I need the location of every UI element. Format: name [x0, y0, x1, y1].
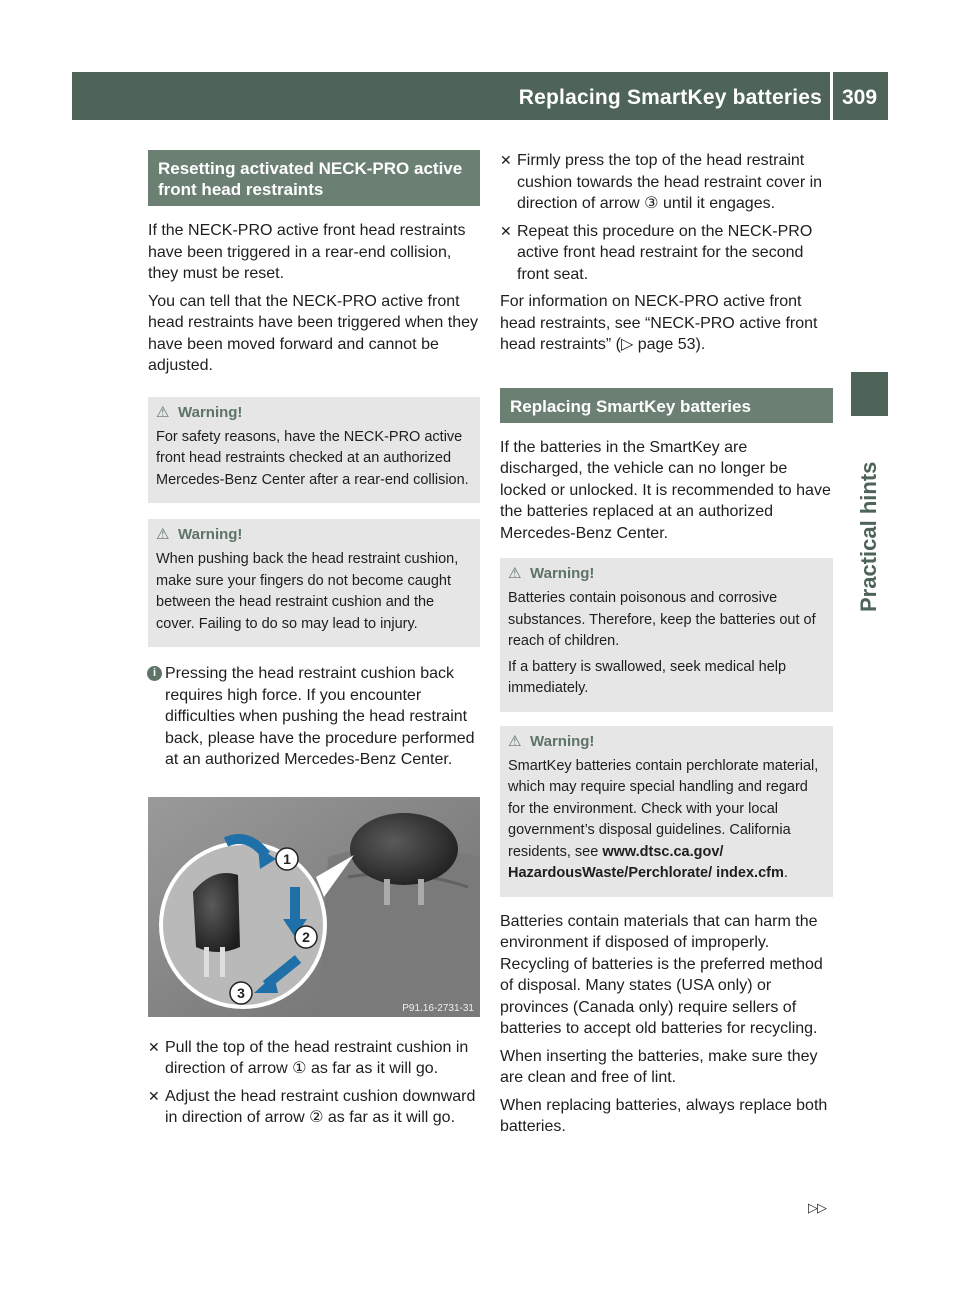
callout-3: 3: [237, 984, 245, 1001]
right-column: [500, 150, 833, 1144]
continued-marker: ▷▷: [808, 1200, 826, 1215]
warning-icon: ⚠: [156, 526, 170, 543]
instruction-step: ✕ Adjust the head restraint cushion downward in direction of arrow ② as far as it will go.: [148, 1087, 476, 1126]
warning-box: [148, 519, 480, 647]
info-note: i Pressing the head restraint cushion back requires high force. If you encounter difficulties when pushing the head restraint back, please have the procedure performed at an authorized Mercedes-Benz Center.: [148, 663, 480, 771]
page-number: 309: [842, 86, 878, 109]
paragraph: When inserting the batteries, make sure they are clean and free of lint.: [500, 1047, 818, 1086]
warning-title: ⚠ Warning!: [508, 565, 595, 582]
warning-icon: ⚠: [508, 565, 522, 582]
instruction-step: ✕ Firmly press the top of the head restraint cushion towards the head restraint cover in direction of arrow ③ until it engages.: [500, 152, 823, 212]
callout-1: 1: [283, 850, 291, 867]
warning-text: Batteries contain poisonous and corrosive substances. Therefore, keep the batteries out of reach of children.: [508, 590, 816, 649]
cross-reference: For information on NECK-PRO active front head restraints, see “NECK-PRO active front head restraints” (▷ page 53).: [500, 293, 818, 353]
warning-title: ⚠ Warning!: [156, 403, 243, 421]
figure-code: P91.16-2731-31: [402, 1002, 474, 1014]
paragraph: You can tell that the NECK-PRO active front head restraints have been triggered when they have been moved forward and cannot be adjusted.: [148, 292, 478, 374]
step-marker-icon: ✕: [500, 222, 512, 239]
disposal-link[interactable]: www.dtsc.ca.gov/ HazardousWaste/Perchlorate/ index.cfm: [508, 843, 784, 881]
warning-box: [148, 397, 480, 504]
warning-text: For safety reasons, have the NECK-PRO active front head restraints checked at an authorized Mercedes-Benz Center after a rear-end collision.: [156, 428, 469, 488]
instruction-step: ✕ Repeat this procedure on the NECK-PRO active front head restraint for the second front seat.: [500, 222, 813, 283]
info-icon: i: [147, 666, 162, 681]
paragraph: When replacing batteries, always replace both batteries.: [500, 1096, 828, 1135]
illustration-svg: [148, 797, 480, 1017]
side-tab: [851, 372, 888, 416]
warning-box: [500, 558, 833, 712]
warning-title: ⚠ Warning!: [156, 526, 243, 543]
step-marker-icon: ✕: [148, 1038, 160, 1055]
section-heading-smartkey: Replacing SmartKey batteries: [500, 388, 833, 423]
paragraph: If the NECK-PRO active front head restraints have been triggered in a rear-end collision, they must be reset.: [148, 222, 466, 282]
warning-icon: ⚠: [156, 403, 170, 421]
warning-text: SmartKey batteries contain perchlorate material, which may require special handling and regard for the environment. Check with your local government’s disposal guidelines. California residents, see www.dtsc.ca.gov/ HazardousWaste/Perchlorate/ index.cfm.: [508, 757, 819, 881]
left-column: [148, 150, 480, 1135]
section-heading-neck-pro: Resetting activated NECK-PRO active front head restraints: [148, 150, 480, 206]
paragraph: If the batteries in the SmartKey are discharged, the vehicle can no longer be locked or unlocked. It is recommended to have the batteries replaced at an authorized Mercedes-Benz Center.: [500, 438, 831, 542]
head-restraint-illustration: [148, 797, 480, 1017]
header-separator: [830, 72, 833, 120]
callout-2: 2: [302, 928, 310, 945]
running-title: Replacing SmartKey batteries: [518, 86, 822, 109]
warning-text: When pushing back the head restraint cushion, make sure your fingers do not become caught between the head restraint cushion and the cover. Failing to do so may lead to injury.: [156, 551, 459, 632]
chapter-label: Practical hints: [856, 461, 881, 612]
paragraph: Batteries contain materials that can harm the environment if disposed of improperly. Recycling of batteries is the preferred method of disposal. Many states (USA only) or provinces (Canada only) require sellers of batteries to accept old batteries for recycling.: [500, 912, 823, 1037]
step-marker-icon: ✕: [500, 152, 512, 168]
warning-icon: ⚠: [508, 732, 522, 750]
step-marker-icon: ✕: [148, 1087, 160, 1104]
instruction-step: ✕ Pull the top of the head restraint cushion in direction of arrow ① as far as it will go.: [148, 1038, 469, 1077]
warning-title: ⚠ Warning!: [508, 732, 595, 750]
warning-text: If a battery is swallowed, seek medical help immediately.: [508, 658, 787, 696]
warning-box: [500, 726, 833, 897]
